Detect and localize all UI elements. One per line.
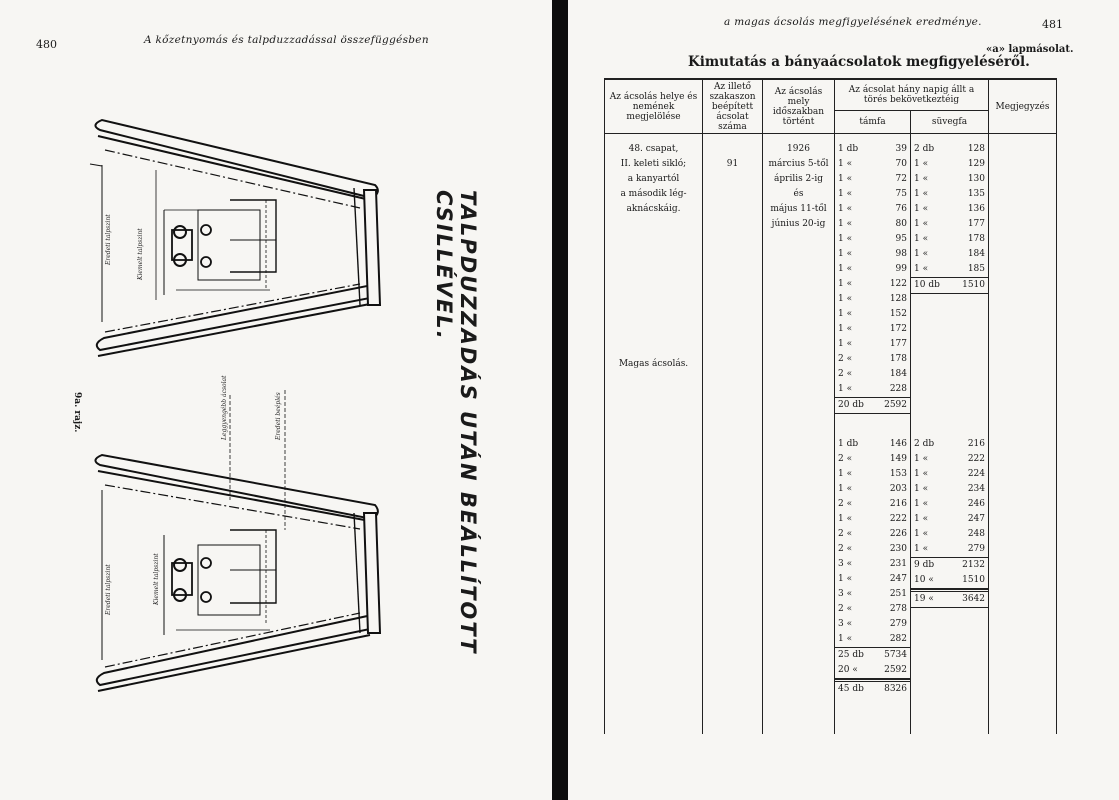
tamfa-row: 1 « 99 — [838, 264, 907, 274]
suvegfa-row: 1 « 135 — [914, 189, 985, 199]
tamfa-row: 1 db 146 — [838, 439, 907, 449]
suvegfa-grand-total: 19 « 3642 — [911, 589, 988, 608]
tamfa-row: 2 « 278 — [838, 604, 907, 614]
suvegfa-total: 10 db 1510 — [911, 278, 988, 294]
period-line: május 11-től — [770, 204, 827, 214]
suvegfa-row: 1 « 136 — [914, 204, 985, 214]
suvegfa-row: 1 « 129 — [914, 159, 985, 169]
suvegfa-row: 1 « 222 — [914, 454, 985, 464]
suvegfa-row: 1 « 224 — [914, 469, 985, 479]
suvegfa-row: 1 « 247 — [914, 514, 985, 524]
tamfa-grand-total: 45 db 8326 — [835, 679, 910, 697]
suvegfa-row: 1 « 184 — [914, 249, 985, 259]
period-line: és — [793, 189, 804, 199]
tamfa-row: 1 « 222 — [838, 514, 907, 524]
annotation-5: Kiemelt talpszint — [153, 553, 160, 605]
annotation-6: Eredeti talpszint — [105, 564, 112, 615]
suvegfa-subtotal: 10 « 1510 — [911, 573, 988, 589]
tamfa-row: 2 « 149 — [838, 454, 907, 464]
tamfa-row: 1 « 98 — [838, 249, 907, 259]
tamfa-row: 1 db 39 — [838, 144, 907, 154]
suvegfa-subtotal: 9 db 2132 — [914, 560, 985, 570]
drawing-bottom — [95, 375, 380, 691]
book-gutter — [552, 0, 568, 800]
tamfa-row: 3 « 231 — [838, 559, 907, 569]
cross-section-drawings — [80, 100, 390, 720]
location-line: 48. csapat, — [628, 144, 679, 154]
header-built: Az illető szakaszon beépített ácsolat száma — [703, 79, 763, 134]
table-title: Kimutatás a bányaácsolatok megfigyeléséről. — [688, 54, 1030, 70]
running-head-right: a magas ácsolás megfigyelésének eredménye. — [724, 16, 982, 28]
period-lines — [763, 142, 834, 232]
suvegfa-row: 1 « 177 — [914, 219, 985, 229]
annotation-2: Kiemelt talpszint — [137, 228, 144, 280]
period-line: 1926 — [787, 144, 810, 154]
left-page — [0, 0, 552, 800]
tamfa-row: 1 « 247 — [838, 574, 907, 584]
tamfa-row: 1 « 177 — [838, 339, 907, 349]
running-head-left: A kőzetnyomás és talpduzzadással összefüggésben — [144, 34, 429, 46]
suvegfa-row: 2 db 216 — [914, 439, 985, 449]
tamfa-row: 2 « 226 — [838, 529, 907, 539]
suvegfa-row: 1 « 279 — [911, 542, 988, 558]
tamfa-row: 1 « 122 — [838, 279, 907, 289]
tamfa-row: 1 « 282 — [838, 634, 907, 644]
tamfa-subtotal: 20 « 2592 — [835, 663, 910, 679]
tamfa-row: 1 « 72 — [838, 174, 907, 184]
header-remark: Megjegyzés — [989, 79, 1057, 134]
suvegfa-row: 1 « 246 — [914, 499, 985, 509]
tamfa-row: 1 « 228 — [838, 384, 907, 394]
header-days: Az ácsolat hány napig állt a törés bekövetkeztéig — [835, 79, 989, 111]
annotation-3: Leggyengébb ácsolat — [221, 375, 228, 440]
suvegfa-row: 1 « 185 — [911, 262, 988, 278]
location-line: aknácskáig. — [626, 204, 681, 214]
header-period: Az ácsolás mely időszakban történt — [763, 79, 835, 134]
copy-note: «a» lapmásolat. — [986, 44, 1074, 55]
tamfa-row: 1 « 80 — [838, 219, 907, 229]
tamfa-row: 1 « 70 — [838, 159, 907, 169]
suvegfa-row: 1 « 248 — [914, 529, 985, 539]
tamfa-row: 1 « 128 — [838, 294, 907, 304]
tamfa-row: 3 « 251 — [838, 589, 907, 599]
tamfa-total: 20 db 2592 — [835, 397, 910, 414]
tamfa-column — [835, 142, 910, 697]
suvegfa-row: 1 « 130 — [914, 174, 985, 184]
location-lines — [605, 142, 702, 217]
tamfa-row: 1 « 203 — [838, 484, 907, 494]
period-line: június 20-ig — [771, 219, 826, 229]
page-number-left: 480 — [36, 38, 57, 51]
tamfa-row: 1 « 76 — [838, 204, 907, 214]
tamfa-row: 1 « 95 — [838, 234, 907, 244]
annotation-1: Eredeti talpszint — [105, 214, 112, 265]
suvegfa-row: 1 « 178 — [914, 234, 985, 244]
header-tamfa: támfa — [835, 111, 911, 134]
page-number-right: 481 — [1042, 18, 1063, 31]
suvegfa-column — [911, 142, 988, 608]
suvegfa-row: 1 « 234 — [914, 484, 985, 494]
tamfa-subtotal: 25 db 5734 — [835, 647, 910, 663]
vertical-figure-title: TALPDUZZADÁS UTÁN BEÁLLÍTOTT CSILLÉVEL. — [432, 190, 480, 655]
drawing-top — [90, 120, 380, 356]
tamfa-row: 2 « 230 — [838, 544, 907, 554]
tamfa-row: 3 « 279 — [838, 619, 907, 629]
observation-table — [604, 78, 1057, 734]
location-line: a második lég- — [620, 189, 687, 199]
annotation-4: Eredeti beéplés — [275, 392, 282, 440]
tamfa-row: 1 « 152 — [838, 309, 907, 319]
header-location: Az ácsolás helye és nemének megjelölése — [605, 79, 703, 134]
tamfa-row: 2 « 216 — [838, 499, 907, 509]
tamfa-row: 1 « 75 — [838, 189, 907, 199]
figure-label: 9a. rajz. — [72, 392, 82, 433]
built-count: 91 — [726, 159, 739, 169]
tamfa-row: 2 « 184 — [838, 369, 907, 379]
header-suvegfa: süvegfa — [911, 111, 989, 134]
suvegfa-row: 2 db 128 — [914, 144, 985, 154]
period-line: március 5-től — [768, 159, 829, 169]
location-line: II. keleti sikló; — [620, 159, 687, 169]
tamfa-row: 2 « 178 — [838, 354, 907, 364]
location-line: a kanyartól — [627, 174, 680, 184]
tamfa-row: 1 « 153 — [838, 469, 907, 479]
location-bottom: Magas ácsolás. — [618, 359, 689, 369]
period-line: április 2-ig — [774, 174, 823, 184]
tamfa-row: 1 « 172 — [838, 324, 907, 334]
